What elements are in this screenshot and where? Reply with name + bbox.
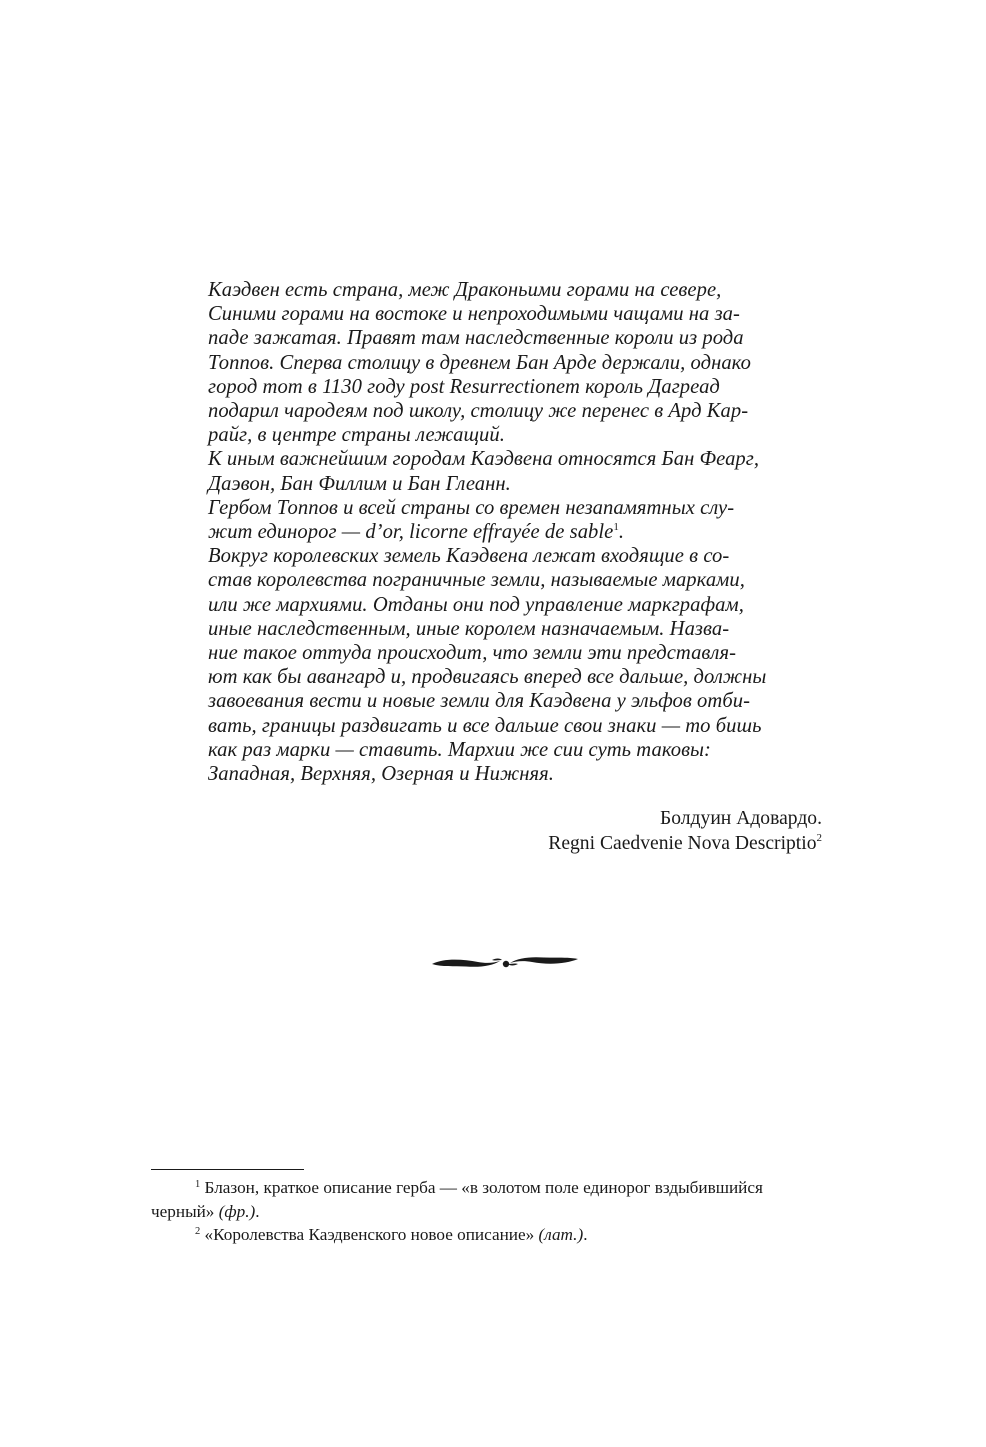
attribution-work-title: Regni Caedvenie Nova Descriptio: [548, 833, 817, 854]
epigraph-line: Топпов. Сперва столицу в древнем Бан Арде держали, однако: [208, 351, 751, 374]
epigraph-line: ние такое оттуда происходит, что земли эти представля-: [208, 642, 736, 665]
footnote-1-text: Блазон, краткое описание герба — «в золотом поле единорог вздыбившийся: [200, 1178, 763, 1197]
footnote-separator: [151, 1169, 304, 1170]
epigraph-line: райг, в центре страны лежащий.: [208, 424, 505, 447]
epigraph-line: иные наследственным, иные королем назначаемым. Назва-: [208, 617, 730, 640]
epigraph-line: Каэдвен есть страна, меж Драконьими горами на севере,: [208, 279, 722, 301]
footnote-1-continuation: [151, 1200, 871, 1224]
epigraph-line: став королевства пограничные земли, называемые марками,: [208, 569, 745, 592]
footnote-2-lang: (лат.): [538, 1225, 584, 1244]
epigraph-line: завоевания вести и новые земли для Каэдвена у эльфов отби-: [208, 690, 750, 713]
footnotes: [151, 1176, 871, 1247]
epigraph-line: подарил чародеям под школу, столицу же перенес в Ард Кар-: [208, 400, 749, 423]
footnote-2-text: «Королевства Каэдвенского новое описание»: [200, 1225, 539, 1244]
epigraph-line-text: жит единорог — d’or, licorne effrayée de sable: [208, 521, 614, 544]
footnote-ref-1[interactable]: 1: [613, 521, 619, 534]
section-ornament-icon: [430, 950, 580, 974]
epigraph-line: или же мархиями. Отданы они под управление маркграфам,: [208, 593, 744, 616]
footnote-1-end: .: [255, 1201, 260, 1221]
attribution-work: [548, 831, 822, 856]
footnote-2: [151, 1223, 871, 1247]
footnote-2-marker: 2: [195, 1226, 201, 1237]
epigraph-line: как раз марки — ставить. Мархии же сии суть таковы:: [208, 738, 711, 761]
epigraph-line: паде зажатая. Правят там наследственные короли из рода: [208, 327, 744, 350]
attribution-author: Болдуин Адовардо.: [659, 808, 822, 829]
epigraph: [208, 278, 828, 786]
footnote-1-marker: 1: [195, 1179, 201, 1190]
footnote-1-text-cont: черный»: [151, 1201, 219, 1221]
epigraph-line: Западная, Верхняя, Озерная и Нижняя.: [208, 763, 554, 786]
epigraph-line-end: .: [618, 521, 625, 544]
epigraph-line: Вокруг королевских земель Каэдвена лежат входящие в со-: [208, 545, 730, 568]
epigraph-line: город тот в 1130 году post Resurrectionem король Дагреад: [208, 375, 720, 398]
epigraph-line: К иным важнейшим городам Каэдвена относятся Бан Феарг,: [208, 448, 760, 471]
epigraph-line-with-footnote: [208, 520, 828, 544]
footnote-ref-2[interactable]: 2: [816, 832, 822, 844]
footnote-2-end: .: [583, 1225, 588, 1244]
epigraph-line: Синими горами на востоке и непроходимыми чащами на за-: [208, 303, 740, 326]
epigraph-line: ют как бы авангард и, продвигаясь вперед все дальше, должны: [208, 666, 767, 689]
epigraph-line: вать, границы раздвигать и все дальше свои знаки — то бишь: [208, 714, 762, 737]
footnote-1-lang: (фр.): [218, 1201, 256, 1221]
footnote-1: [151, 1176, 871, 1200]
epigraph-attribution: [548, 806, 822, 856]
epigraph-line: Даэвон, Бан Филлим и Бан Глеанн.: [208, 472, 511, 495]
epigraph-line: Гербом Топпов и всей страны со времен незапамятных слу-: [208, 496, 735, 519]
